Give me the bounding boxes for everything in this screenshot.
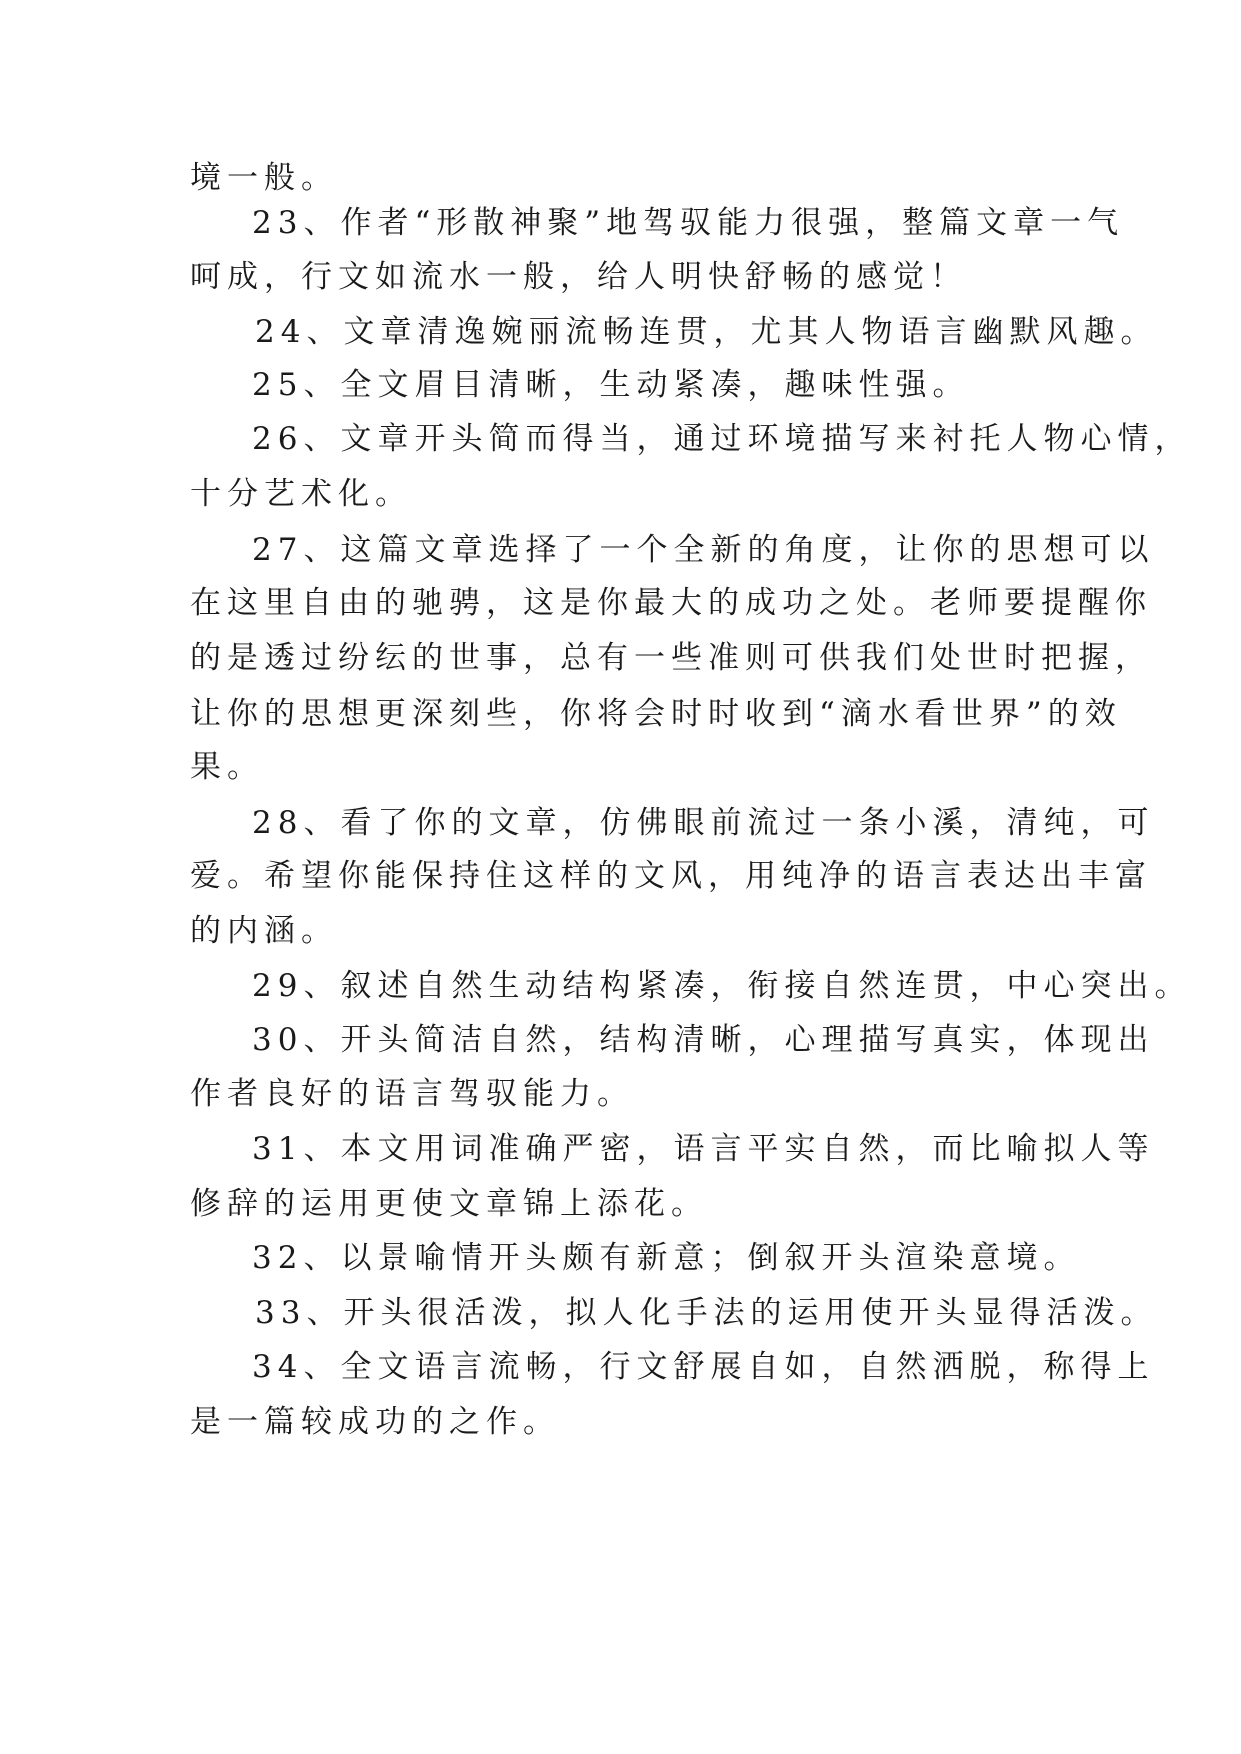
text-line: 33、开头很活泼，拟人化手法的运用使开头显得活泼。 [255, 1295, 1158, 1331]
text-line: 28、看了你的文章，仿佛眼前流过一条小溪，清纯，可 [252, 805, 1155, 841]
text-line: 24、文章清逸婉丽流畅连贯，尤其人物语言幽默风趣。 [255, 314, 1158, 350]
text-line: 爱。希望你能保持住这样的文风，用纯净的语言表达出丰富 [190, 858, 1152, 894]
text-line: 境一般。 [190, 160, 338, 196]
text-line: 26、文章开头简而得当，通过环境描写来衬托人物心情， [252, 421, 1192, 457]
text-line: 的是透过纷纭的世事，总有一些准则可供我们处世时把握， [190, 640, 1152, 676]
text-line: 27、这篇文章选择了一个全新的角度，让你的思想可以 [252, 532, 1155, 568]
text-line: 作者良好的语言驾驭能力。 [190, 1076, 634, 1112]
text-line: 25、全文眉目清晰，生动紧凑，趣味性强。 [252, 367, 970, 403]
text-line: 在这里自由的驰骋，这是你最大的成功之处。老师要提醒你 [190, 585, 1152, 621]
text-line: 果。 [190, 749, 264, 785]
text-line: 的内涵。 [190, 913, 338, 949]
text-line: 让你的思想更深刻些，你将会时时收到“滴水看世界”的效 [190, 696, 1122, 732]
text-line: 十分艺术化。 [190, 476, 412, 512]
text-line: 23、作者“形散神聚”地驾驭能力很强，整篇文章一气 [252, 205, 1125, 241]
text-line: 是一篇较成功的之作。 [190, 1404, 560, 1440]
text-line: 30、开头简洁自然，结构清晰，心理描写真实，体现出 [252, 1022, 1155, 1058]
text-line: 32、以景喻情开头颇有新意；倒叙开头渲染意境。 [252, 1240, 1081, 1276]
text-line: 31、本文用词准确严密，语言平实自然，而比喻拟人等 [252, 1131, 1155, 1167]
text-line: 29、叙述自然生动结构紧凑，衔接自然连贯，中心突出。 [252, 968, 1192, 1004]
text-line: 34、全文语言流畅，行文舒展自如，自然洒脱，称得上 [252, 1349, 1155, 1385]
text-line: 修辞的运用更使文章锦上添花。 [190, 1186, 708, 1222]
text-line: 呵成，行文如流水一般，给人明快舒畅的感觉！ [190, 259, 967, 295]
